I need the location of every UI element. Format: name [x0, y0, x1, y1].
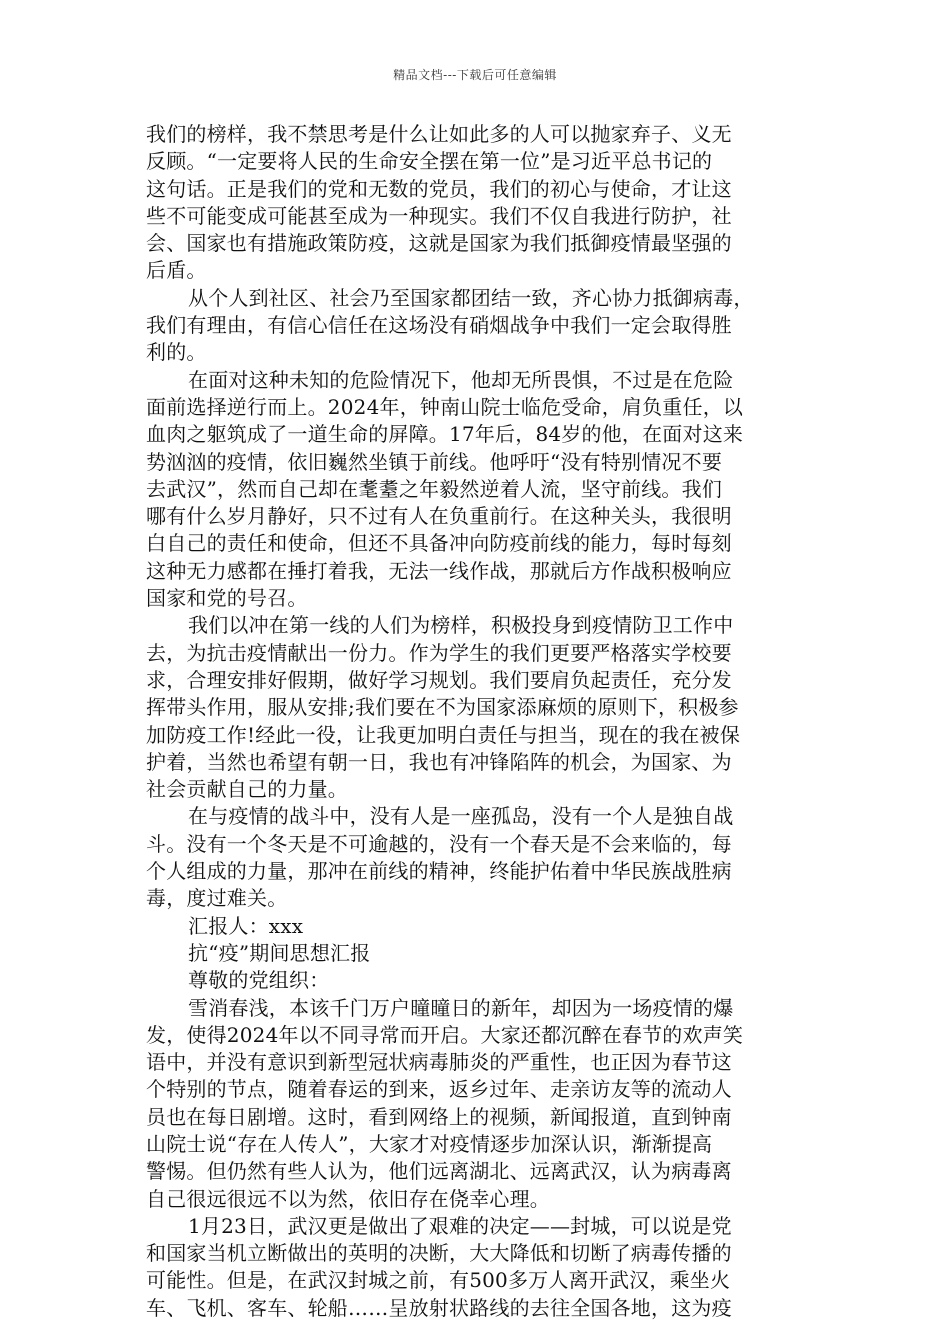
- text-line: 汇报人：xxx: [188, 913, 304, 938]
- text-line: 我们的榜样，我不禁思考是什么让如此多的人可以抛家弃子、义无: [146, 122, 732, 146]
- text-line: 这种无力感都在捶打着我，无法一线作战，那就后方作战积极响应: [146, 558, 732, 583]
- text-line: 可能性。但是，在武汉封城之前，有500多万人离开武汉，乘坐火: [146, 1268, 731, 1293]
- text-line: 利的。: [146, 340, 207, 365]
- text-line: 和国家当机立断做出的英明的决断，大大降低和切断了病毒传播的: [146, 1241, 732, 1266]
- text-line: 发，使得2024年以不同寻常而开启。大家还都沉醉在春节的欢声笑: [146, 1022, 744, 1047]
- text-line: 尊敬的党组织：: [188, 968, 330, 993]
- text-line: 去，为抗击疫情献出一份力。作为学生的我们更要严格落实学校要: [146, 640, 732, 665]
- text-line: 我们以冲在第一线的人们为榜样，积极投身到疫情防卫工作中: [188, 613, 734, 638]
- text-line: 抗“疫”期间思想汇报: [188, 940, 371, 965]
- text-line: 护着，当然也希望有朝一日，我也有冲锋陷阵的机会，为国家、为: [146, 749, 732, 774]
- page-header: 精品文档---下载后可任意编辑: [393, 68, 557, 82]
- text-line: 反顾。“一定要将人民的生命安全摆在第一位”是习近平总书记的: [146, 149, 713, 174]
- text-line: 山院士说“存在人传人”，大家才对疫情逐步加深认识，渐渐提高: [146, 1131, 713, 1156]
- text-line: 我们有理由，有信心信任在这场没有硝烟战争中我们一定会取得胜: [146, 313, 732, 338]
- text-line: 白自己的责任和使命，但还不具备冲向防疫前线的能力，每时每刻: [146, 531, 732, 556]
- text-line: 这句话。正是我们的党和无数的党员，我们的初心与使命，才让这: [146, 176, 732, 201]
- text-line: 去武汉”，然而自己却在耄耋之年毅然逆着人流，坚守前线。我们: [146, 476, 723, 501]
- text-line: 在面对这种未知的危险情况下，他却无所畏惧，不过是在危险: [188, 367, 734, 392]
- text-line: 哪有什么岁月静好，只不过有人在负重前行。在这种关头，我很明: [146, 504, 732, 529]
- text-line: 势汹汹的疫情，依旧巍然坐镇于前线。他呼吁“没有特别情况不要: [146, 449, 723, 474]
- text-line: 个特别的节点，随着春运的到来，返乡过年、走亲访友等的流动人: [146, 1077, 732, 1102]
- text-line: 雪消春浅，本该千门万户曈曈日的新年，却因为一场疫情的爆: [188, 995, 734, 1020]
- text-line: 从个人到社区、社会乃至国家都团结一致，齐心协力抵御病毒，: [188, 285, 754, 310]
- text-line: 车、飞机、客车、轮船……呈放射状路线的去往全国各地，这为疫: [146, 1295, 732, 1320]
- text-line: 个人组成的力量，那冲在前线的精神，终能护佑着中华民族战胜病: [146, 859, 732, 884]
- text-line: 员也在每日剧增。这时，看到网络上的视频，新闻报道，直到钟南: [146, 1104, 732, 1129]
- text-line: 后盾。: [146, 258, 207, 283]
- text-line: 毒，度过难关。: [146, 886, 288, 911]
- text-line: 警惕。但仍然有些人认为，他们远离湖北、远离武汉，认为病毒离: [146, 1159, 732, 1184]
- text-line: 在与疫情的战斗中，没有人是一座孤岛，没有一个人是独自战: [188, 804, 734, 829]
- text-line: 加防疫工作!经此一役，让我更加明白责任与担当，现在的我在被保: [146, 722, 741, 747]
- text-line: 挥带头作用，服从安排;我们要在不为国家添麻烦的原则下，积极参: [146, 695, 739, 720]
- text-line: 面前选择逆行而上。2024年，钟南山院士临危受命，肩负重任，以: [146, 394, 744, 419]
- text-line: 会、国家也有措施政策防疫，这就是国家为我们抵御疫情最坚强的: [146, 231, 732, 256]
- text-line: 些不可能变成可能甚至成为一种现实。我们不仅自我进行防护，社: [146, 203, 732, 228]
- text-line: 血肉之躯筑成了一道生命的屏障。17年后，84岁的他，在面对这来: [146, 422, 744, 447]
- text-line: 1月23日，武汉更是做出了艰难的决定——封城，可以说是党: [188, 1213, 732, 1238]
- text-line: 语中，并没有意识到新型冠状病毒肺炎的严重性，也正因为春节这: [146, 1050, 732, 1075]
- text-line: 自己很远很远不以为然，依旧存在侥幸心理。: [146, 1186, 550, 1211]
- text-line: 求，合理安排好假期，做好学习规划。我们要肩负起责任，充分发: [146, 667, 732, 692]
- text-line: 国家和党的号召。: [146, 586, 308, 611]
- text-line: 社会贡献自己的力量。: [146, 777, 348, 802]
- document-body: [146, 121, 812, 1322]
- text-line: 斗。没有一个冬天是不可逾越的，没有一个春天是不会来临的，每: [146, 831, 732, 856]
